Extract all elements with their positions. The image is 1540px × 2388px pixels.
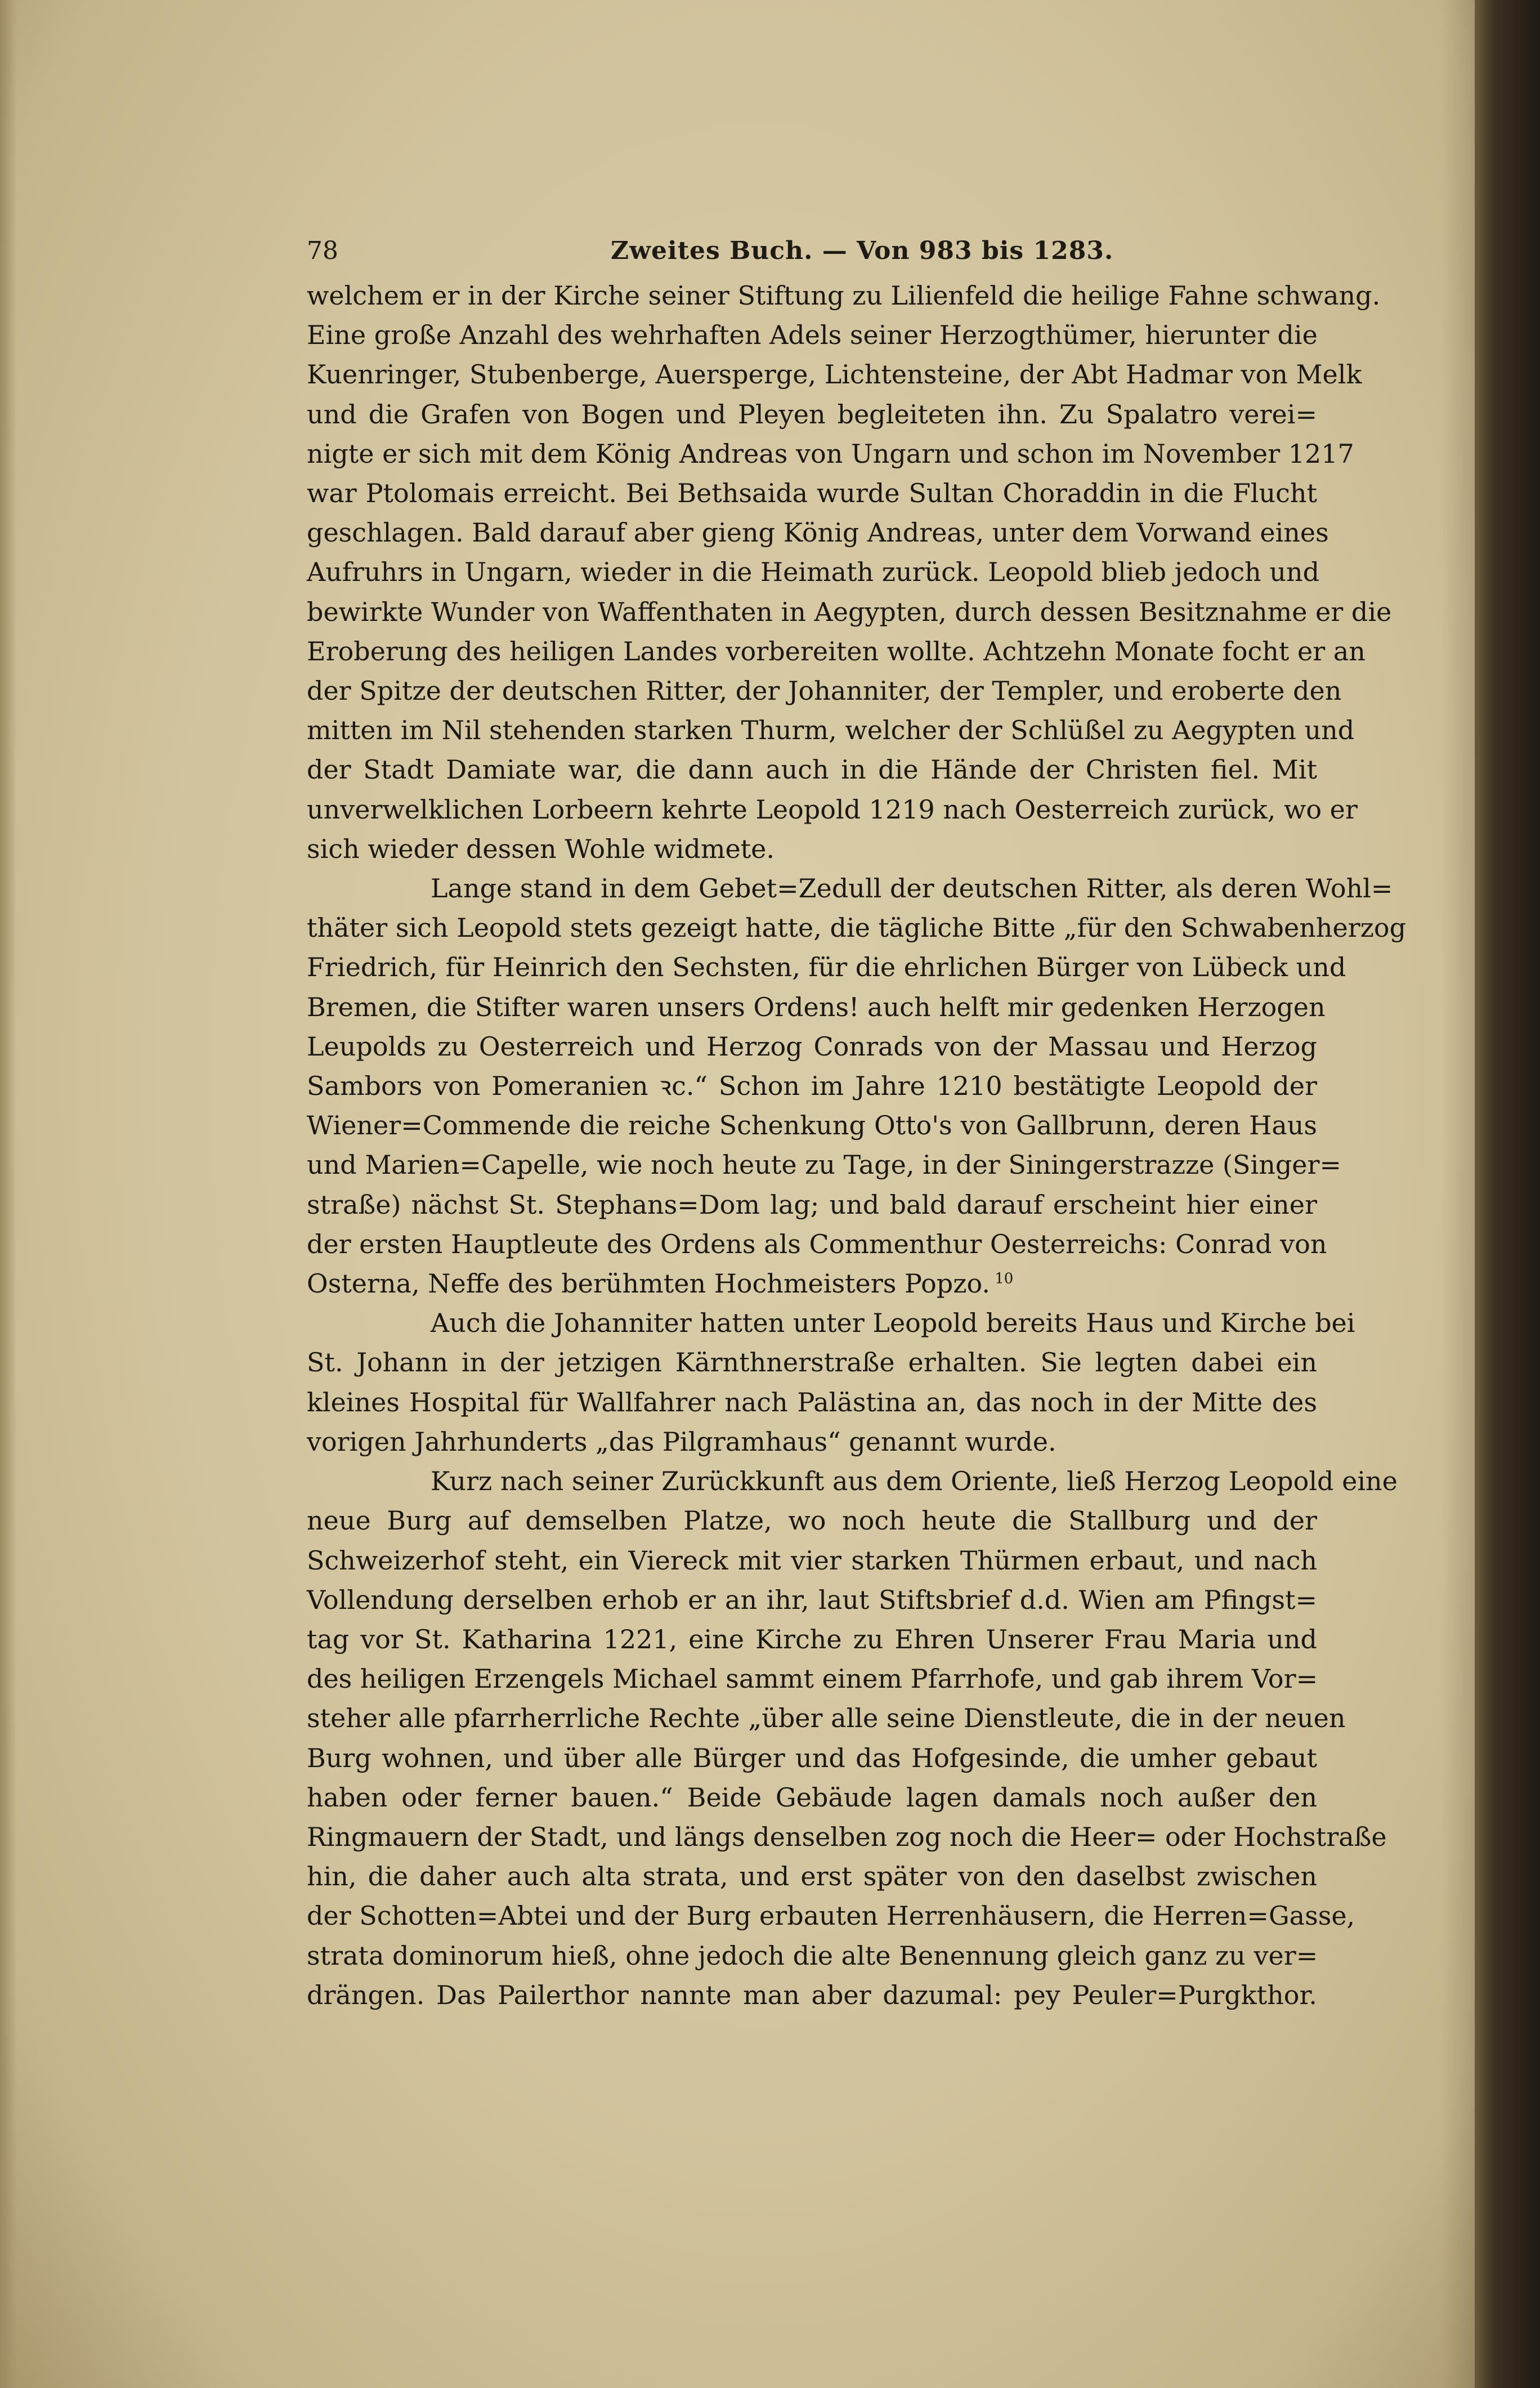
paragraph <box>307 276 1392 869</box>
running-head: Zweites Buch. — Von 983 bis 1283. <box>611 236 1114 265</box>
text-line: tag vor St. Katharina 1221, eine Kirche zu Ehren Unserer Frau Maria und <box>307 1624 1317 1654</box>
text-line: Aufruhrs in Ungarn, wieder in die Heimath zurück. Leopold blieb jedoch und <box>307 557 1320 588</box>
text-line: Eine große Anzahl des wehrhaften Adels seiner Herzogthümer, hierunter die <box>307 320 1318 351</box>
text-line: steher alle pfarrherrliche Rechte „über alle seine Dienstleute, die in der neuen <box>307 1703 1346 1734</box>
text-line: Lange stand in dem Gebet=Zedull der deutschen Ritter, als deren Wohl= <box>431 873 1393 904</box>
text-line: Auch die Johanniter hatten unter Leopold bereits Haus und Kirche bei <box>431 1308 1355 1339</box>
page-header <box>307 236 1320 276</box>
text-line: der Schotten=Abtei und der Burg erbauten Herrenhäusern, die Herren=Gasse, <box>307 1900 1355 1931</box>
text-line: und die Grafen von Bogen und Pleyen begleiteten ihn. Zu Spalatro verei= <box>307 399 1317 430</box>
paragraph <box>307 1303 1355 1461</box>
text-line: der Spitze der deutschen Ritter, der Johanniter, der Templer, und eroberte den <box>307 676 1342 706</box>
text-line: Kurz nach seiner Zurückkunft aus dem Oriente, ließ Herzog Leopold eine <box>431 1466 1398 1497</box>
text-line: welchem er in der Kirche seiner Stiftung zu Lilienfeld die heilige Fahne schwang. <box>307 280 1381 311</box>
text-line: sich wieder dessen Wohle widmete. <box>307 833 775 864</box>
text-line: drängen. Das Pailerthor nannte man aber dazumal: pey Peuler=Purgkthor. <box>307 1979 1317 2010</box>
text-line: Wiener=Commende die reiche Schenkung Otto's von Gallbrunn, deren Haus <box>307 1110 1317 1141</box>
text-line: Sambors von Pomeranien ꝛc.“ Schon im Jahre 1210 bestätigte Leopold der <box>307 1071 1317 1102</box>
text-line: Schweizerhof steht, ein Viereck mit vier starken Thürmen erbaut, und nach <box>307 1545 1317 1576</box>
text-line: mitten im Nil stehenden starken Thurm, welcher der Schlüßel zu Aegypten und <box>307 715 1355 746</box>
text-line: bewirkte Wunder von Waffenthaten in Aegypten, durch dessen Besitznahme er die <box>307 596 1392 627</box>
text-line: und Marien=Capelle, wie noch heute zu Tage, in der Siningerstrazze (Singer= <box>307 1150 1342 1180</box>
text-line: des heiligen Erzengels Michael sammt einem Pfarrhofe, und gab ihrem Vor= <box>307 1663 1318 1694</box>
text-line: Leupolds zu Oesterreich und Herzog Conrads von der Massau und Herzog <box>307 1031 1317 1062</box>
text-line: geschlagen. Bald darauf aber gieng König Andreas, unter dem Vorwand eines <box>307 517 1329 548</box>
text-line: thäter sich Leopold stets gezeigt hatte, die tägliche Bitte „für den Schwabenherzog <box>307 913 1407 943</box>
text-line: kleines Hospital für Wallfahrer nach Palästina an, das noch in der Mitte des <box>307 1387 1317 1417</box>
text-line: straße) nächst St. Stephans=Dom lag; und bald darauf erscheint hier einer <box>307 1189 1317 1220</box>
text-line: Bremen, die Stifter waren unsers Ordens! auch helft mir gedenken Herzogen <box>307 991 1326 1022</box>
text-line: St. Johann in der jetzigen Kärnthnerstraße erhalten. Sie legten dabei ein <box>307 1347 1317 1378</box>
text-line: Kuenringer, Stubenberge, Auersperge, Lichtensteine, der Abt Hadmar von Melk <box>307 359 1362 390</box>
paragraph <box>307 869 1407 1303</box>
text-line: nigte er sich mit dem König Andreas von Ungarn und schon im November 1217 <box>307 438 1354 469</box>
text-line: unverwelklichen Lorbeern kehrte Leopold 1219 nach Oesterreich zurück, wo er <box>307 794 1358 825</box>
text-line: war Ptolomais erreicht. Bei Bethsaida wurde Sultan Choraddin in die Flucht <box>307 478 1317 509</box>
text-line: neue Burg auf demselben Platze, wo noch heute die Stallburg und der <box>307 1505 1317 1536</box>
text-line: Friedrich, für Heinrich den Sechsten, für die ehrlichen Bürger von Lübeck und <box>307 952 1346 983</box>
footnote-reference[interactable]: 10 <box>990 1270 1014 1287</box>
text-line: vorigen Jahrhunderts „das Pilgramhaus“ genannt wurde. <box>307 1426 1056 1457</box>
text-line: haben oder ferner bauen.“ Beide Gebäude lagen damals noch außer den <box>307 1782 1317 1813</box>
text-line: Ringmauern der Stadt, und längs denselben zog noch die Heer= oder Hochstraße <box>307 1821 1387 1852</box>
page-number: 78 <box>307 236 338 265</box>
text-line: der Stadt Damiate war, die dann auch in die Hände der Christen fiel. Mit <box>307 754 1317 785</box>
text-line: der ersten Hauptleute des Ordens als Commenthur Oesterreichs: Conrad von <box>307 1228 1327 1259</box>
text-line: Vollendung derselben erhob er an ihr, laut Stiftsbrief d.d. Wien am Pfingst= <box>307 1584 1317 1615</box>
book-binding-edge <box>1475 0 1540 2388</box>
text-line: Osterna, Neffe des berühmten Hochmeisters Popzo. $^{10}$ <box>307 1268 1014 1299</box>
paragraph <box>307 1461 1398 2015</box>
page-edge-left <box>0 0 17 2388</box>
text-line: Burg wohnen, und über alle Bürger und das Hofgesinde, die umher gebaut <box>307 1742 1317 1773</box>
text-line: Eroberung des heiligen Landes vorbereiten wollte. Achtzehn Monate focht er an <box>307 636 1366 667</box>
text-line: hin, die daher auch alta strata, und erst später von den daselbst zwischen <box>307 1861 1317 1892</box>
text-line: strata dominorum hieß, ohne jedoch die alte Benennung gleich ganz zu ver= <box>307 1940 1318 1971</box>
body-text <box>307 276 1407 2015</box>
